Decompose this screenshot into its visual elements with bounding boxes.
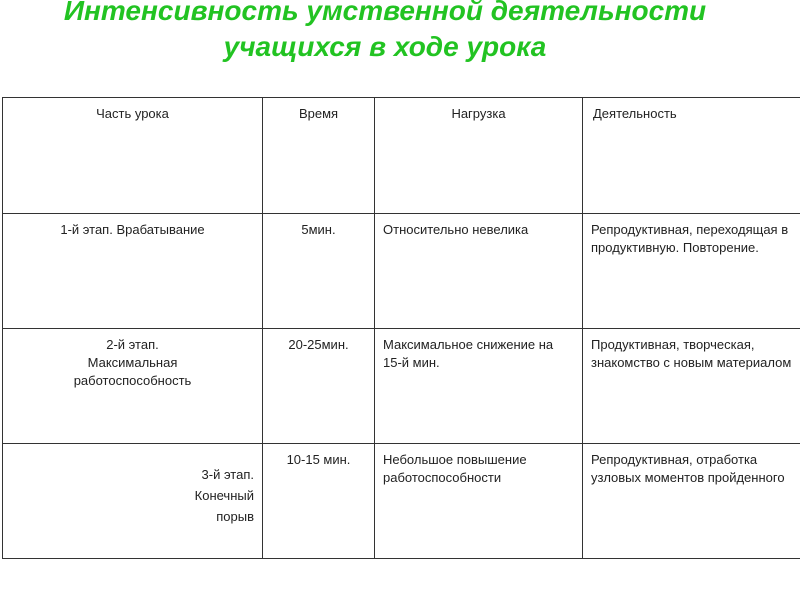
cell-time (263, 444, 375, 559)
header-time (263, 98, 375, 214)
time-value: 20-25мин. (288, 337, 349, 352)
header-load-label: Нагрузка (451, 106, 506, 121)
header-part-label: Часть урока (96, 106, 169, 121)
activity-value: Репродуктивная, отработка узловых моментов пройденного (591, 452, 785, 485)
load-value: Относительно невелика (383, 222, 529, 237)
header-activity-label: Деятельность (593, 106, 677, 121)
cell-activity (583, 444, 800, 559)
part-line: 3-й этап. (201, 467, 254, 482)
header-load (375, 98, 583, 214)
cell-load (375, 329, 583, 444)
time-value: 5мин. (301, 222, 336, 237)
load-value: Максимальное снижение на 15-й мин. (383, 337, 554, 370)
table-row (3, 444, 800, 559)
table-header-row (3, 98, 800, 214)
page-title (0, 0, 770, 65)
header-part (3, 98, 263, 214)
cell-time (263, 214, 375, 329)
cell-load (375, 444, 583, 559)
header-activity (583, 98, 800, 214)
cell-part (3, 444, 263, 559)
lesson-intensity-table (2, 97, 800, 559)
time-value: 10-15 мин. (286, 452, 351, 467)
part-line: порыв (216, 509, 254, 524)
table-row (3, 214, 800, 329)
title-line-1: Интенсивность умственной деятельности (63, 0, 707, 26)
header-time-label: Время (298, 106, 339, 121)
part-line: 2-й этап. (106, 337, 159, 352)
part-line: Максимальная работоспособность (73, 355, 192, 388)
activity-value: Продуктивная, творческая, знакомство с новым материалом (591, 337, 792, 370)
cell-activity (583, 214, 800, 329)
activity-value: Репродуктивная, переходящая в продуктивную. Повторение. (591, 222, 789, 255)
table-row (3, 329, 800, 444)
cell-activity (583, 329, 800, 444)
cell-part (3, 329, 263, 444)
cell-load (375, 214, 583, 329)
part-line: Конечный (194, 488, 254, 503)
part-line: 1-й этап. Врабатывание (60, 222, 205, 237)
title-line-2: учащихся в ходе урока (223, 31, 547, 62)
cell-time (263, 329, 375, 444)
load-value: Небольшое повышение работоспособности (383, 452, 527, 485)
cell-part (3, 214, 263, 329)
